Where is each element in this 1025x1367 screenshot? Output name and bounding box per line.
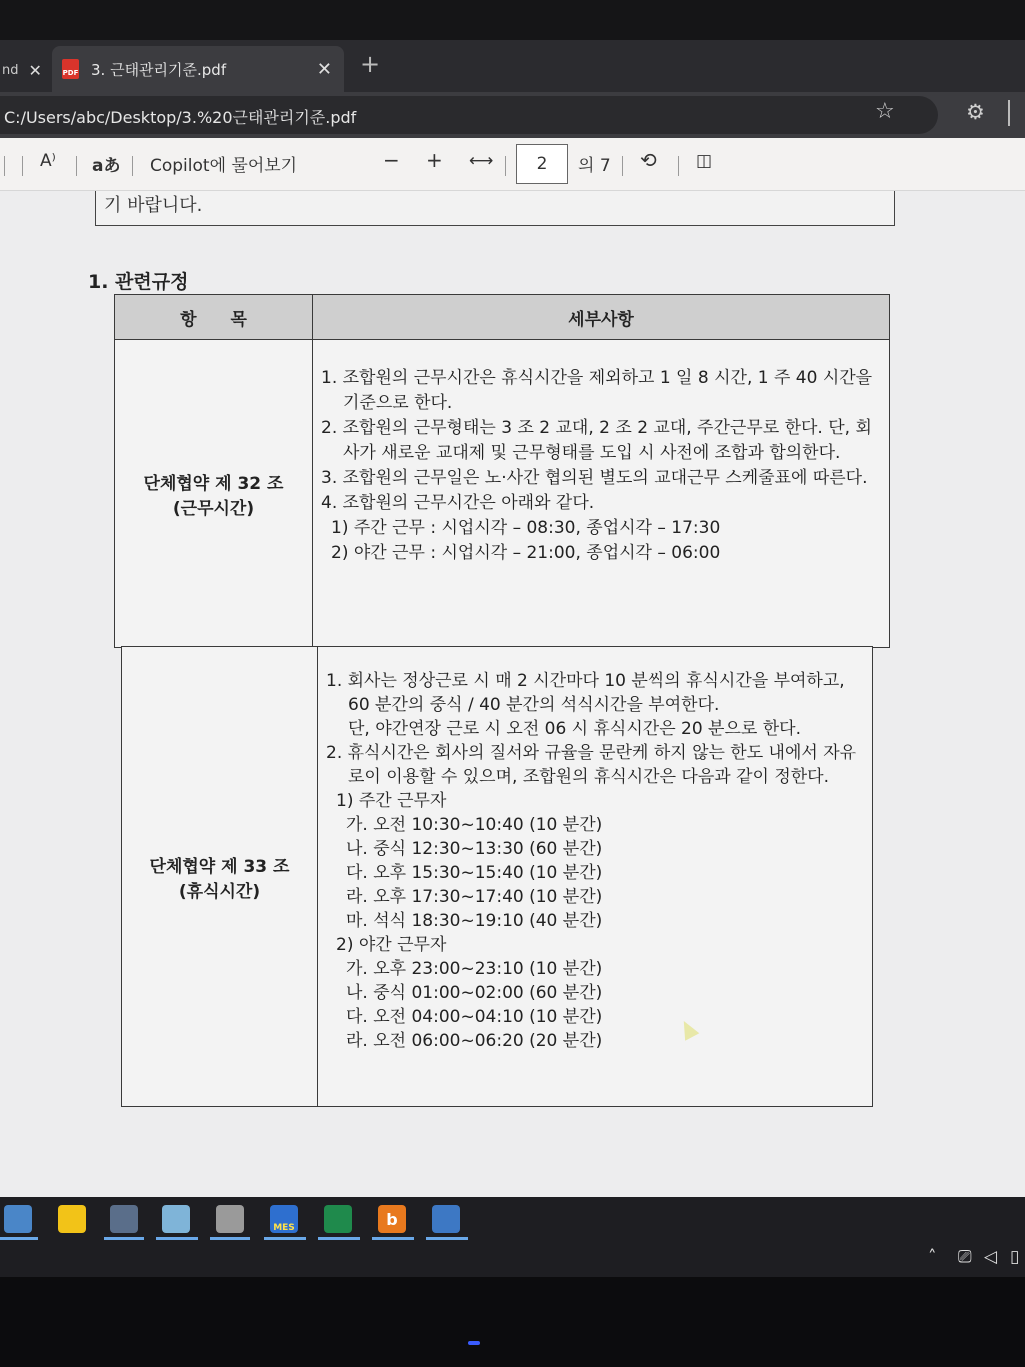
row-item-title: 단체협약 제 32 조 [143, 473, 284, 494]
detail-line: 1) 주간 근무자 [336, 791, 447, 811]
row-item-subtitle: (근무시간) [172, 498, 255, 519]
b-app-icon[interactable] [378, 1205, 406, 1233]
regulation-table [114, 294, 890, 648]
network-app-icon[interactable] [4, 1205, 32, 1233]
menu-edge [1008, 100, 1010, 126]
active-indicator [264, 1237, 306, 1240]
divider [622, 156, 623, 176]
explorer-icon[interactable] [432, 1205, 460, 1233]
pdf-page [0, 191, 1025, 1197]
address-bar [0, 92, 1025, 138]
close-icon[interactable]: ✕ [28, 60, 42, 80]
previous-text-box [95, 191, 895, 226]
url-text: C:/Users/abc/Desktop/3.%20근태관리기준.pdf [4, 108, 357, 127]
divider [132, 156, 133, 176]
row-item-cell [122, 647, 318, 1107]
copilot-ask-button[interactable]: Copilot에 물어보기 [150, 156, 298, 176]
divider [22, 156, 23, 176]
notepad-icon[interactable] [162, 1205, 190, 1233]
regulation-table-continued [121, 646, 873, 1107]
page-view-icon[interactable]: ◫ [696, 151, 713, 171]
detail-line: 라. 오후 17:30~17:40 (10 분간) [346, 887, 603, 907]
divider [678, 156, 679, 176]
active-indicator [210, 1237, 250, 1240]
row-details-cell [318, 647, 873, 1107]
detail-line: 1. 회사는 정상근로 시 매 2 시간마다 10 분씩의 휴식시간을 부여하고, 60 분간의 중식 / 40 분간의 석식시간을 부여한다. [326, 671, 845, 715]
mes-label: MES [273, 1223, 295, 1233]
divider [4, 156, 5, 176]
active-indicator [0, 1237, 38, 1240]
row-details-cell [313, 340, 890, 648]
zoom-in-button[interactable]: + [426, 148, 443, 172]
detail-line: 단, 야간연장 근로 시 오전 06 시 휴식시간은 20 분으로 한다. [348, 719, 801, 739]
zoom-out-button[interactable]: − [383, 148, 400, 172]
detail-line: 2. 휴식시간은 회사의 질서와 규율을 문란케 하지 않는 한도 내에서 자유로이 이용할 수 있으며, 조합원의 휴식시간은 다음과 같이 정한다. [326, 743, 857, 787]
detail-line: 가. 오후 23:00~23:10 (10 분간) [346, 959, 603, 979]
tab-active-pdf[interactable] [52, 46, 344, 92]
detail-line: 나. 중식 01:00~02:00 (60 분간) [346, 983, 603, 1003]
detail-line: 2) 야간 근무자 [336, 935, 447, 955]
divider [76, 156, 77, 176]
detail-line: 2) 야간 근무 : 시업시각 – 21:00, 종업시각 – 06:00 [331, 543, 721, 563]
pdf-viewer[interactable] [0, 191, 1025, 1197]
active-indicator [104, 1237, 144, 1240]
extensions-icon[interactable]: ⚙ [966, 100, 985, 124]
chevron-up-icon[interactable]: ˄ [928, 1247, 937, 1267]
active-indicator [372, 1237, 414, 1240]
rotate-icon[interactable]: ⟲ [640, 148, 657, 172]
sticky-notes-icon[interactable] [58, 1205, 86, 1233]
detail-line: 다. 오전 04:00~04:10 (10 분간) [346, 1007, 603, 1027]
table-row [122, 647, 873, 1107]
divider [505, 156, 506, 176]
tab-previous[interactable] [0, 48, 52, 92]
detail-line: 가. 오전 10:30~10:40 (10 분간) [346, 815, 603, 835]
url-input[interactable] [0, 96, 938, 134]
table-row [115, 340, 890, 648]
detail-line: 라. 오전 06:00~06:20 (20 분간) [346, 1031, 603, 1051]
meeting-icon[interactable]: ⎚ [958, 1247, 972, 1267]
active-indicator [426, 1237, 468, 1240]
taskbar [0, 1197, 1025, 1277]
section-title: 1. 관련규정 [88, 271, 189, 293]
previous-box-text: 기 바랍니다. [104, 195, 203, 216]
language-icon[interactable]: ▯ [1010, 1247, 1020, 1267]
detail-line: 4. 조합원의 근무시간은 아래와 같다. [321, 493, 595, 513]
speaker-muted-icon[interactable]: ◁ [984, 1247, 998, 1267]
page-number-input[interactable]: 2 [516, 144, 568, 184]
terminal-icon[interactable] [216, 1205, 244, 1233]
fit-width-icon[interactable]: ⟷ [469, 151, 494, 171]
row-item-cell [115, 340, 313, 648]
b-label: b [386, 1209, 398, 1229]
new-tab-button[interactable]: + [360, 50, 381, 78]
pdf-file-icon: PDF [62, 59, 79, 79]
power-led-icon [468, 1341, 480, 1345]
page-total: 의 7 [578, 156, 611, 176]
header-details: 세부사항 [313, 295, 890, 340]
read-aloud-button[interactable]: A⁾ [40, 151, 56, 171]
active-indicator [318, 1237, 360, 1240]
mes-app-icon[interactable] [270, 1205, 298, 1233]
monitor-bezel [0, 1277, 1025, 1367]
calculator-icon[interactable] [110, 1205, 138, 1233]
detail-line: 1. 조합원의 근무시간은 휴식시간을 제외하고 1 일 8 시간, 1 주 40 시간을 기준으로 한다. [321, 368, 873, 413]
row-item-title: 단체협약 제 33 조 [149, 856, 290, 877]
detail-line: 1) 주간 근무 : 시업시각 – 08:30, 종업시각 – 17:30 [331, 518, 721, 538]
detail-line: 3. 조합원의 근무일은 노·사간 협의된 별도의 교대근무 스케줄표에 따른다. [321, 468, 868, 488]
detail-line: 나. 중식 12:30~13:30 (60 분간) [346, 839, 603, 859]
tab-bar [0, 40, 1025, 92]
active-indicator [156, 1237, 198, 1240]
favorite-star-icon[interactable]: ☆ [875, 99, 895, 124]
tab-title: 3. 근태관리기준.pdf [91, 60, 227, 79]
tab-previous-label: nd [2, 62, 19, 78]
pdf-toolbar [0, 138, 1025, 191]
text-style-button[interactable]: aあ [92, 156, 121, 176]
row-item-subtitle: (휴식시간) [178, 881, 261, 902]
close-icon[interactable]: ✕ [316, 58, 332, 80]
header-item: 항 목 [115, 295, 313, 340]
table-header-row [115, 295, 890, 340]
detail-line: 2. 조합원의 근무형태는 3 조 2 교대, 2 조 2 교대, 주간근무로 한다. 단, 회사가 새로운 교대제 및 근무형태를 도입 시 사전에 조합과 합의한다. [321, 418, 872, 463]
detail-line: 마. 석식 18:30~19:10 (40 분간) [346, 911, 603, 931]
detail-line: 다. 오후 15:30~15:40 (10 분간) [346, 863, 603, 883]
excel-icon[interactable] [324, 1205, 352, 1233]
